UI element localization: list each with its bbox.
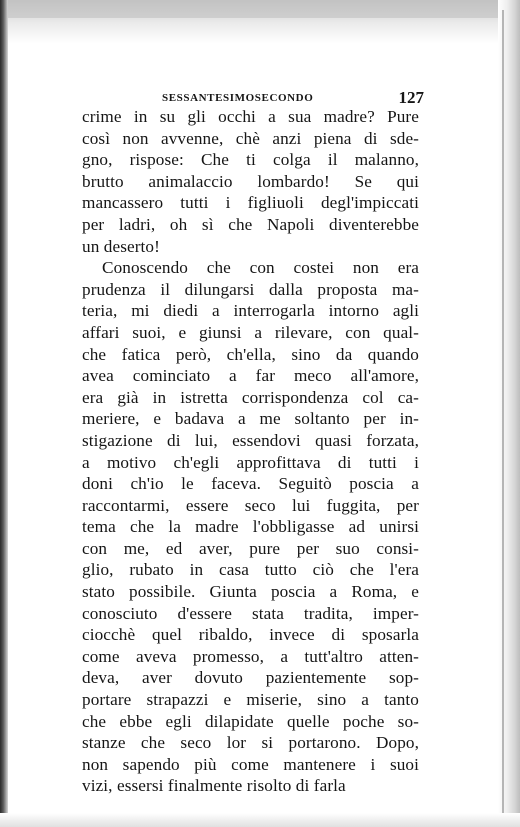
text-line: Conoscendo che con costei non era <box>102 258 419 278</box>
text-line: un deserto! <box>82 236 160 256</box>
text-line: raccontarmi, essere seco lui fuggita, per <box>82 495 419 515</box>
text-line: stato possibile. Giunta poscia a Roma, e <box>82 582 419 602</box>
text-line: con me, ed aver, pure per suo consi- <box>82 538 419 558</box>
text-line: così non avvenne, chè anzi piena di sde- <box>82 128 419 148</box>
text-line: gno, rispose: Che ti colga il malanno, <box>82 150 419 170</box>
text-line: stigazione di lui, essendovi quasi forzata, <box>82 430 419 450</box>
page-right-fold <box>502 10 504 815</box>
page-number: 127 <box>398 88 424 107</box>
text-line: glio, rubato in casa tutto ciò che l'era <box>82 560 419 580</box>
text-line: tema che la madre l'obbligasse ad unirsi <box>82 517 419 537</box>
text-line: teria, mi diedi a interrogarla intorno agli <box>82 301 419 321</box>
text-line: meriere, e badava a me soltanto per in- <box>82 409 419 429</box>
text-line: doni ch'io le faceva. Seguitò poscia a <box>82 474 419 494</box>
text-line: vizi, essersi finalmente risolto di farla <box>82 776 346 796</box>
paragraph <box>82 106 419 257</box>
text-line: avea cominciato a far meco all'amore, <box>82 366 419 386</box>
text-line: era già in istretta corrispondenza col ca- <box>82 387 419 407</box>
text-line: portare strapazzi e miserie, sino a tanto <box>82 690 419 710</box>
text-line: prudenza il dilungarsi dalla proposta ma- <box>82 279 419 299</box>
book-spine-shadow <box>0 0 8 827</box>
page-top-edge <box>0 0 520 18</box>
body-text <box>82 106 419 797</box>
text-line: crime in su gli occhi a sua madre? Pure <box>82 107 419 126</box>
paragraph <box>82 257 419 797</box>
text-line: per ladri, oh sì che Napoli diventerebbe <box>82 214 419 234</box>
text-line: che fatica però, ch'ella, sino da quando <box>82 344 419 364</box>
text-line: conosciuto d'essere stata tradita, imper- <box>82 603 419 623</box>
text-line: non sapendo più come mantenere i suoi <box>82 754 419 774</box>
text-line: deva, aver dovuto pazientemente sop- <box>82 668 419 688</box>
running-head: SESSANTESIMOSECONDO <box>162 92 314 104</box>
page-bottom-edge <box>0 813 520 827</box>
text-line: mancassero tutti i figliuoli degl'impiccati <box>82 193 419 213</box>
text-line: come aveva promesso, a tutt'altro atten- <box>82 646 419 666</box>
text-line: stanze che seco lor si portarono. Dopo, <box>82 733 419 753</box>
text-line: ciocchè quel ribaldo, invece di sposarla <box>82 625 419 645</box>
text-line: affari suoi, e giunsi a rilevare, con qual- <box>82 322 419 342</box>
text-line: a motivo ch'egli approfittava di tutti i <box>82 452 419 472</box>
text-line: brutto animalaccio lombardo! Se qui <box>82 171 419 191</box>
text-line: che ebbe egli dilapidate quelle poche so- <box>82 711 419 731</box>
